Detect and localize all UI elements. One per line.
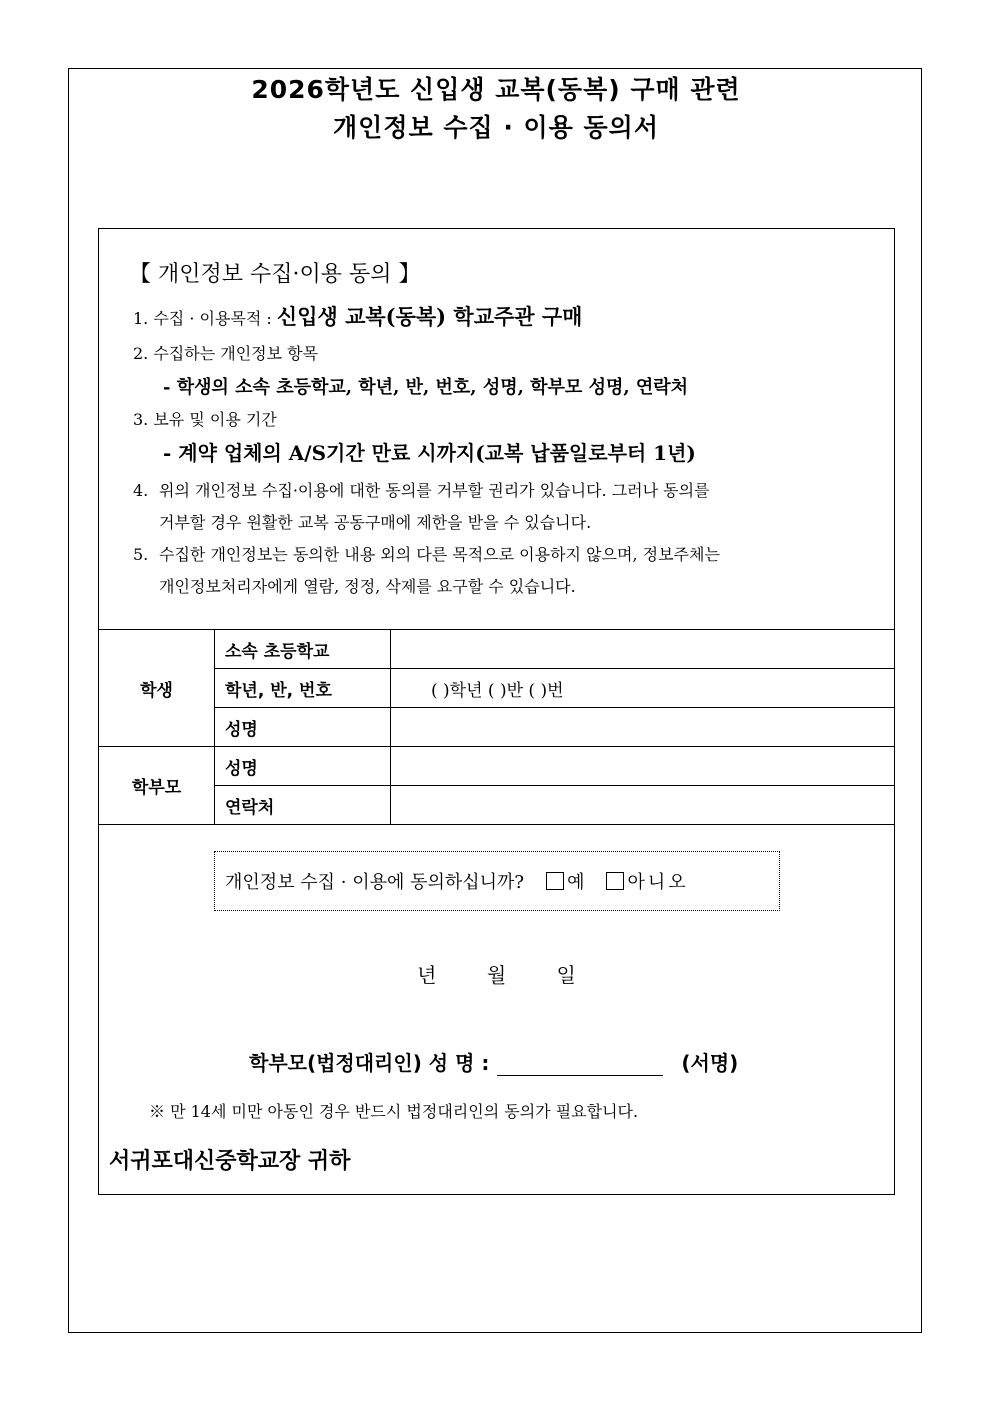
item-4-text-2: 거부할 경우 원활한 교복 공동구매에 제한을 받을 수 있습니다. bbox=[159, 513, 592, 532]
item-usage-limit bbox=[133, 539, 881, 603]
parent-group-label: 학부모 bbox=[99, 747, 215, 825]
item-collected-fields-label: 2. 수집하는 개인정보 항목 bbox=[133, 344, 319, 363]
parent-name-label: 성명 bbox=[215, 747, 391, 786]
consent-yes-label: 예 bbox=[567, 872, 585, 893]
consent-form-box bbox=[98, 228, 895, 1195]
signature-label: 학부모(법정대리인) 성 명 : bbox=[249, 1051, 490, 1075]
consent-no-label: 아니오 bbox=[627, 872, 689, 893]
consent-question-box bbox=[214, 851, 780, 911]
school-label: 소속 초등학교 bbox=[215, 630, 391, 669]
item-right-to-refuse bbox=[133, 475, 881, 539]
grade-class-number-field[interactable]: ( )학년 ( )반 ( )번 bbox=[391, 669, 895, 708]
date-month: 월 bbox=[486, 963, 507, 987]
item-4-number: 4. bbox=[133, 481, 149, 500]
school-field[interactable] bbox=[391, 630, 895, 669]
signature-suffix: (서명) bbox=[681, 1051, 739, 1075]
consent-yes-checkbox[interactable] bbox=[546, 872, 564, 890]
grade-class-number-label: 학년, 반, 번호 bbox=[215, 669, 391, 708]
student-name-label: 성명 bbox=[215, 708, 391, 747]
guardian-note: ※ 만 14세 미만 아동인 경우 반드시 법정대리인의 동의가 필요합니다. bbox=[149, 1102, 639, 1121]
student-name-field[interactable] bbox=[391, 708, 895, 747]
item-collected-fields-value: - 학생의 소속 초등학교, 학년, 반, 번호, 성명, 학부모 성명, 연락처 bbox=[163, 377, 689, 398]
consent-question: 개인정보 수집 · 이용에 동의하십니까? bbox=[225, 872, 525, 893]
date-year: 년 bbox=[417, 963, 437, 987]
item-5-number: 5. bbox=[133, 545, 149, 564]
info-table bbox=[99, 629, 894, 825]
item-retention-label: 3. 보유 및 이용 기간 bbox=[133, 410, 277, 429]
student-group-label: 학생 bbox=[99, 630, 215, 747]
section-title: 【 개인정보 수집·이용 동의 】 bbox=[129, 262, 421, 287]
title-line-2: 개인정보 수집 · 이용 동의서 bbox=[333, 113, 659, 142]
item-5-text-1: 수집한 개인정보는 동의한 내용 외의 다른 목적으로 이용하지 않으며, 정보주체는 bbox=[159, 545, 720, 564]
date-day: 일 bbox=[556, 963, 576, 987]
signature-field[interactable] bbox=[497, 1055, 663, 1076]
consent-no-checkbox[interactable] bbox=[606, 872, 624, 890]
item-5-text-2: 개인정보처리자에게 열람, 정정, 삭제를 요구할 수 있습니다. bbox=[159, 577, 576, 596]
item-purpose-value: 신입생 교복(동복) 학교주관 구매 bbox=[276, 304, 583, 329]
date-line bbox=[99, 959, 894, 988]
title-line-1: 2026학년도 신입생 교복(동복) 구매 관련 bbox=[251, 75, 741, 104]
addressee: 서귀포대신중학교장 귀하 bbox=[109, 1149, 351, 1174]
parent-name-field[interactable] bbox=[391, 747, 895, 786]
contact-label: 연락처 bbox=[215, 786, 391, 825]
item-purpose bbox=[133, 301, 582, 331]
item-purpose-label: 1. 수집 · 이용목적 : bbox=[133, 309, 277, 328]
item-retention-value: - 계약 업체의 A/S기간 만료 시까지(교복 납품일로부터 1년) bbox=[163, 441, 696, 465]
item-4-text-1: 위의 개인정보 수집·이용에 대한 동의를 거부할 권리가 있습니다. 그러나 동의를 bbox=[159, 481, 710, 500]
signature-line bbox=[249, 1047, 738, 1076]
contact-field[interactable] bbox=[391, 786, 895, 825]
